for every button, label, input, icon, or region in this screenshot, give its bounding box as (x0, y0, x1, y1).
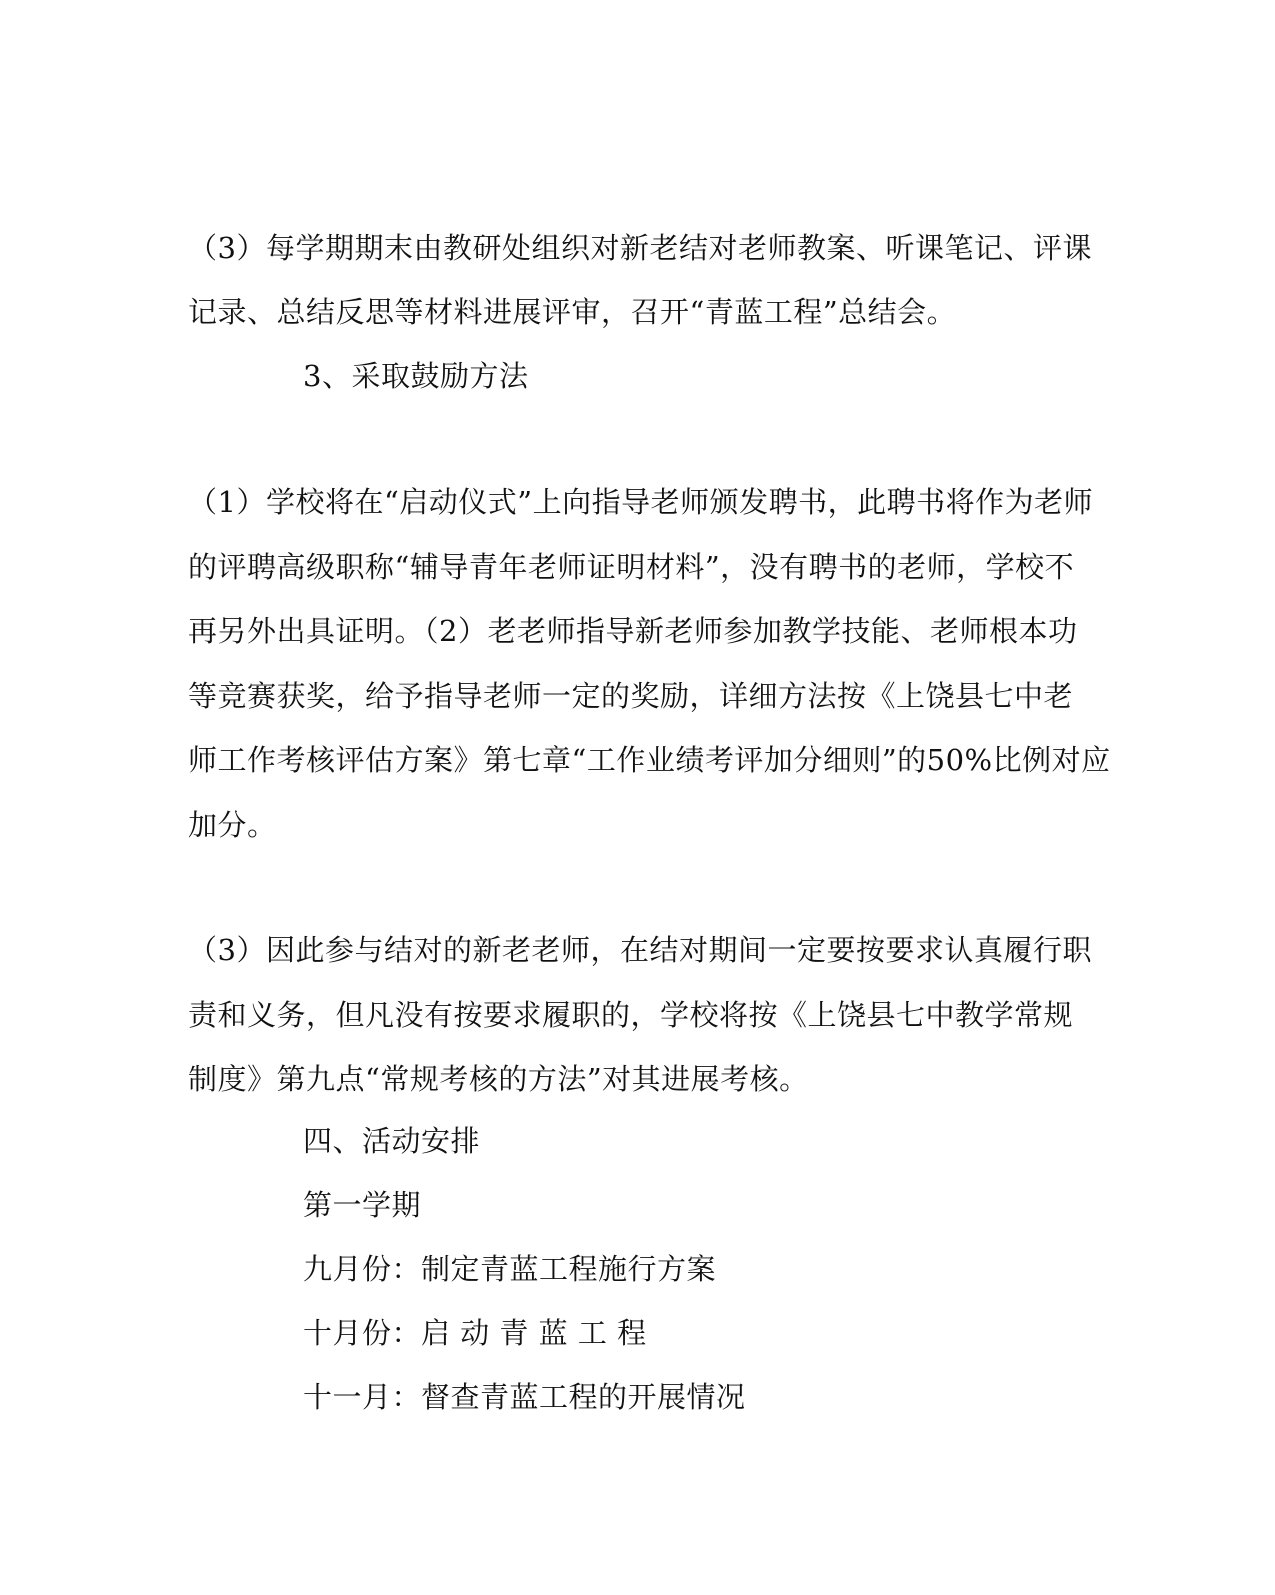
paragraph-line: 加分。 (188, 808, 277, 842)
subsection-heading: 第一学期 (303, 1188, 422, 1222)
paragraph-line: （3）因此参与结对的新老老师，在结对期间一定要按要求认真履行职 (188, 933, 1092, 967)
paragraph-line: 记录、总结反思等材料进展评审，召开“青蓝工程”总结会。 (188, 295, 957, 329)
paragraph-line: （1）学校将在“启动仪式”上向指导老师颁发聘书，此聘书将作为老师 (188, 485, 1094, 519)
section-heading: 四、活动安排 (303, 1124, 481, 1158)
paragraph-line: 师工作考核评估方案》第七章“工作业绩考评加分细则”的50%比例对应 (188, 743, 1111, 777)
schedule-item: 九月份：制定青蓝工程施行方案 (303, 1252, 717, 1286)
section-heading: 3、采取鼓励方法 (303, 359, 529, 393)
paragraph-line: 等竞赛获奖，给予指导老师一定的奖励，详细方法按《上饶县七中老 (188, 679, 1074, 713)
paragraph-line: 的评聘高级职称“辅导青年老师证明材料”，没有聘书的老师，学校不 (188, 550, 1075, 584)
paragraph-line: 责和义务，但凡没有按要求履职的，学校将按《上饶县七中教学常规 (188, 998, 1074, 1032)
schedule-item: 十月份：启 动 青 蓝 工 程 (303, 1316, 647, 1350)
paragraph-line: 制度》第九点“常规考核的方法”对其进展考核。 (188, 1062, 809, 1096)
schedule-item: 十一月：督查青蓝工程的开展情况 (303, 1380, 746, 1414)
paragraph-line: （3）每学期期末由教研处组织对新老结对老师教案、听课笔记、评课 (188, 231, 1092, 265)
paragraph-line: 再另外出具证明。（2）老老师指导新老师参加教学技能、老师根本功 (188, 614, 1078, 648)
